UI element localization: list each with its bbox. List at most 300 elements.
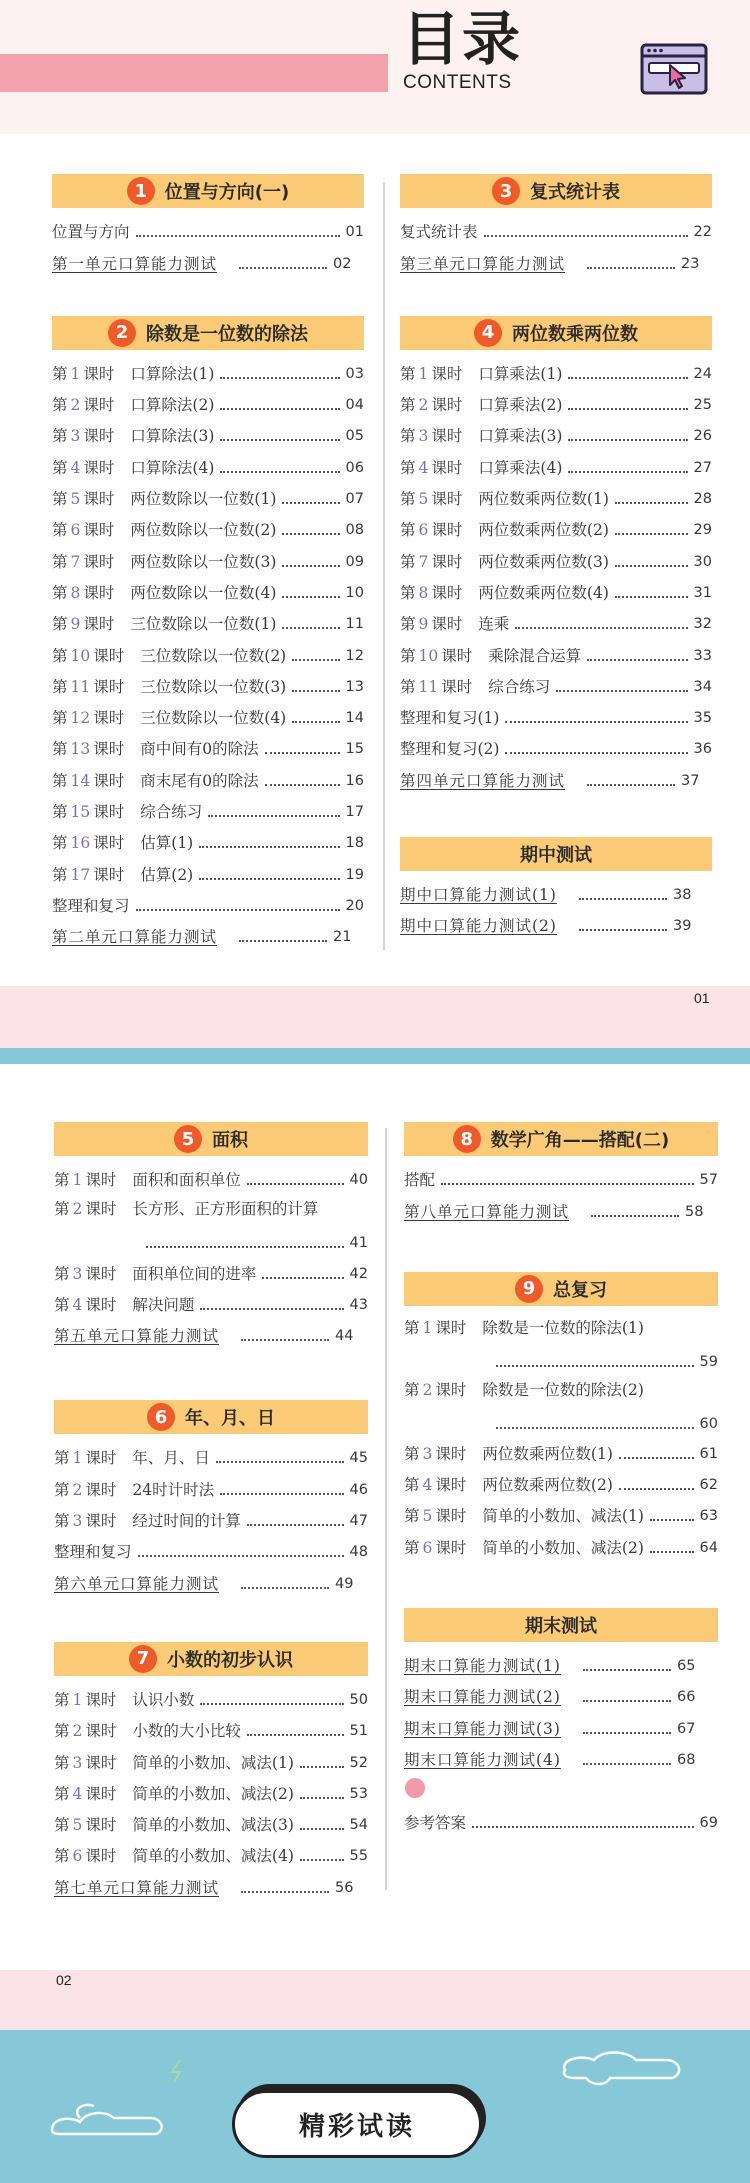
- lesson-number: 3: [70, 427, 81, 446]
- toc-entry[interactable]: [52, 388, 364, 419]
- toc-entry[interactable]: [400, 357, 712, 388]
- toc-column-page2-left: [54, 1122, 368, 1902]
- section-header[interactable]: [52, 316, 364, 350]
- toc-entry[interactable]: [52, 732, 364, 763]
- toc-entry[interactable]: [52, 763, 364, 794]
- lesson-suffix: 课时: [83, 521, 115, 540]
- lesson-suffix: 课时: [435, 1476, 467, 1495]
- toc-entry[interactable]: [404, 1530, 718, 1561]
- section-title: 期末测试: [525, 1615, 597, 1637]
- section-title: 除数是一位数的除法: [146, 323, 308, 345]
- lesson-number: 4: [72, 1295, 83, 1314]
- lesson-prefix: 第: [54, 1480, 70, 1499]
- section-number-badge: 7: [129, 1645, 157, 1673]
- toc-entry[interactable]: [400, 909, 712, 940]
- toc-entry[interactable]: [404, 1313, 718, 1375]
- toc-entry-text: 第五单元口算能力测试: [54, 1327, 220, 1346]
- toc-page-number: 13: [345, 678, 364, 695]
- leader-dots: [208, 815, 339, 817]
- toc-entry[interactable]: [404, 1711, 718, 1742]
- leader-dots: [579, 929, 667, 931]
- toc-entry[interactable]: [54, 1163, 368, 1194]
- toc-entry-text: 24时计时法: [132, 1480, 215, 1499]
- toc-entry-answers[interactable]: [404, 1806, 718, 1837]
- toc-entry[interactable]: [404, 1468, 718, 1499]
- toc-entry-list: [54, 1683, 368, 1902]
- toc-page-number: 19: [345, 866, 364, 883]
- toc-entry[interactable]: [52, 357, 364, 388]
- toc-entry-text: 两位数乘两位数(1): [478, 490, 609, 509]
- lesson-number: 12: [70, 709, 91, 728]
- lesson-number: 5: [422, 1507, 433, 1526]
- toc-entry[interactable]: [400, 513, 712, 544]
- section-header[interactable]: [54, 1642, 368, 1676]
- toc-entry[interactable]: [54, 1472, 368, 1503]
- leader-dots: [199, 846, 339, 848]
- toc-entry[interactable]: [54, 1535, 368, 1566]
- toc-entry[interactable]: [54, 1566, 368, 1597]
- section-number-badge: 1: [127, 177, 155, 205]
- lesson-label: [400, 489, 462, 509]
- leader-dots: [239, 940, 327, 942]
- toc-page-number: 04: [345, 397, 364, 414]
- lesson-suffix: 课时: [441, 646, 473, 665]
- lesson-number: 4: [422, 1476, 433, 1495]
- toc-entry[interactable]: [400, 388, 712, 419]
- toc-entry[interactable]: [400, 607, 712, 638]
- toc-entry[interactable]: [54, 1714, 368, 1745]
- section-header[interactable]: [400, 316, 712, 350]
- lesson-suffix: 课时: [83, 552, 115, 571]
- toc-page-number: 57: [699, 1172, 718, 1189]
- toc-entry-text: 两位数乘两位数(2): [478, 521, 609, 540]
- leader-dots: [579, 898, 667, 900]
- toc-entry-text: 整理和复习: [54, 1543, 132, 1562]
- toc-entry[interactable]: [54, 1256, 368, 1287]
- lesson-suffix: 课时: [435, 1507, 467, 1526]
- toc-page-number: 09: [345, 553, 364, 570]
- leader-dots: [247, 1734, 344, 1736]
- lesson-suffix: 课时: [431, 583, 463, 602]
- section-title: 位置与方向(一): [164, 182, 290, 203]
- lesson-label: [52, 646, 124, 666]
- leader-dots: [619, 1457, 694, 1459]
- leader-dots: [200, 1703, 343, 1705]
- lesson-number: 1: [72, 1449, 83, 1468]
- toc-entry-text: 乘除混合运算: [488, 646, 582, 665]
- toc-entry[interactable]: [52, 419, 364, 450]
- section-header[interactable]: [404, 1272, 718, 1306]
- lesson-prefix: 第: [54, 1264, 70, 1283]
- leader-dots: [136, 235, 340, 237]
- toc-entry[interactable]: [400, 419, 712, 450]
- toc-entry[interactable]: [52, 246, 364, 277]
- lesson-label: [52, 739, 124, 759]
- lesson-suffix: 课时: [85, 1722, 117, 1741]
- toc-entry[interactable]: [54, 1808, 368, 1839]
- leader-dots: [300, 1828, 344, 1830]
- lesson-number: 16: [70, 834, 91, 853]
- lesson-prefix: 第: [52, 552, 68, 571]
- lesson-prefix: 第: [52, 521, 68, 540]
- toc-page-number: 17: [345, 804, 364, 821]
- toc-entry[interactable]: [400, 878, 712, 909]
- toc-entry-text: 位置与方向: [52, 223, 130, 242]
- toc-entry[interactable]: [52, 670, 364, 701]
- lesson-label: [400, 646, 472, 666]
- toc-entry[interactable]: [52, 544, 364, 575]
- leader-dots: [496, 1365, 694, 1367]
- lesson-number: 3: [418, 427, 429, 446]
- lesson-number: 4: [70, 458, 81, 477]
- toc-page-number: 25: [693, 397, 712, 414]
- lesson-number: 1: [418, 364, 429, 383]
- toc-entry[interactable]: [54, 1288, 368, 1319]
- toc-page-number: 15: [345, 741, 364, 758]
- lesson-number: 9: [418, 615, 429, 634]
- toc-entry[interactable]: [400, 215, 712, 246]
- lesson-label: [52, 833, 124, 853]
- leader-dots: [220, 439, 339, 441]
- lesson-label: [400, 458, 462, 478]
- leader-dots: [146, 1246, 344, 1248]
- lesson-number: 8: [70, 583, 81, 602]
- lesson-prefix: 第: [54, 1171, 70, 1190]
- lesson-prefix: 第: [400, 677, 416, 696]
- lesson-prefix: 第: [52, 740, 68, 759]
- toc-section: [404, 1272, 718, 1562]
- lesson-suffix: 课时: [85, 1480, 117, 1499]
- lesson-number: 6: [422, 1538, 433, 1557]
- toc-page-number: 26: [693, 428, 712, 445]
- section-header[interactable]: [52, 174, 364, 208]
- toc-page-number: 59: [699, 1353, 718, 1370]
- toc-entry[interactable]: [52, 638, 364, 669]
- leader-dots: [300, 1797, 344, 1799]
- lesson-prefix: 第: [400, 615, 416, 634]
- lesson-suffix: 课时: [93, 740, 125, 759]
- toc-entry-text: 三位数除以一位数(4): [140, 709, 287, 728]
- lesson-suffix: 课时: [93, 646, 125, 665]
- toc-section: [404, 1122, 718, 1226]
- lesson-label: [54, 1480, 116, 1500]
- lesson-suffix: 课时: [431, 364, 463, 383]
- leader-dots: [282, 533, 339, 535]
- lesson-prefix: 第: [400, 552, 416, 571]
- lesson-prefix: 第: [52, 583, 68, 602]
- page-separator: [0, 1048, 750, 1064]
- leader-dots: [496, 1427, 694, 1429]
- lesson-label: [54, 1511, 116, 1531]
- toc-entry[interactable]: [52, 857, 364, 888]
- toc-column-page1-right: [400, 174, 712, 940]
- lesson-number: 1: [72, 1690, 83, 1709]
- lesson-number: 6: [418, 521, 429, 540]
- toc-entry[interactable]: [404, 1649, 718, 1680]
- toc-page-number: 45: [349, 1450, 368, 1467]
- toc-page-number: 60: [699, 1415, 718, 1432]
- toc-page-number: 55: [349, 1848, 368, 1865]
- lesson-prefix: 第: [404, 1476, 420, 1495]
- lesson-prefix: 第: [52, 646, 68, 665]
- toc-page-number: 01: [345, 224, 364, 241]
- toc-entry[interactable]: [404, 1194, 718, 1225]
- toc-entry-text: 口算除法(4): [130, 458, 215, 477]
- toc-entry[interactable]: [54, 1839, 368, 1870]
- lesson-number: 5: [418, 490, 429, 509]
- leader-dots: [568, 377, 687, 379]
- lesson-number: 2: [70, 396, 81, 415]
- lesson-suffix: 课时: [431, 396, 463, 415]
- toc-entry-text: 参考答案: [404, 1814, 467, 1833]
- lesson-number: 4: [418, 458, 429, 477]
- toc-page-number: 10: [345, 584, 364, 601]
- toc-entry-text: 口算乘法(2): [478, 396, 563, 415]
- toc-entry[interactable]: [400, 763, 712, 794]
- lesson-prefix: 第: [52, 803, 68, 822]
- lesson-label: [54, 1846, 116, 1866]
- page-title: 目录: [402, 5, 523, 73]
- toc-entry-text: 整理和复习: [52, 896, 130, 915]
- toc-entry-text: 期中口算能力测试(1): [400, 886, 557, 905]
- leader-dots: [505, 752, 687, 754]
- toc-section: [400, 316, 712, 795]
- toc-page-number: 67: [676, 1720, 696, 1737]
- toc-section: [400, 174, 712, 278]
- toc-entry[interactable]: [404, 1163, 718, 1194]
- toc-entry[interactable]: [52, 826, 364, 857]
- lesson-number: 10: [70, 646, 91, 665]
- lesson-label: [400, 552, 462, 572]
- toc-page-number: 36: [693, 741, 712, 758]
- toc-entry[interactable]: [52, 482, 364, 513]
- leader-dots: [265, 784, 340, 786]
- toc-entry[interactable]: [52, 607, 364, 638]
- toc-page-number: 06: [345, 459, 364, 476]
- lesson-suffix: 课时: [85, 1512, 117, 1531]
- lesson-label: [54, 1784, 116, 1804]
- lesson-prefix: 第: [404, 1507, 420, 1526]
- toc-entry-text: 期中口算能力测试(2): [400, 917, 557, 936]
- toc-page-number: 20: [345, 897, 364, 914]
- section-header[interactable]: [400, 174, 712, 208]
- lesson-label: [52, 458, 114, 478]
- leader-dots: [587, 267, 675, 269]
- toc-page-number: 62: [699, 1477, 718, 1494]
- lesson-prefix: 第: [54, 1690, 70, 1709]
- toc-entry[interactable]: [404, 1743, 718, 1774]
- toc-entry[interactable]: [400, 246, 712, 277]
- leader-dots: [292, 690, 339, 692]
- toc-page-number: 27: [693, 459, 712, 476]
- toc-entry-text: 商中间有0的除法: [140, 740, 259, 759]
- section-title: 年、月、日: [185, 1408, 275, 1430]
- toc-entry[interactable]: [400, 544, 712, 575]
- toc-page-number: 31: [693, 584, 712, 601]
- lesson-number: 6: [70, 521, 81, 540]
- toc-entry-list: [52, 215, 364, 278]
- lesson-suffix: 课时: [93, 709, 125, 728]
- leader-dots: [587, 659, 687, 661]
- toc-entry[interactable]: [52, 215, 364, 246]
- lesson-suffix: 课时: [435, 1318, 467, 1337]
- lesson-number: 7: [70, 552, 81, 571]
- toc-page-number: 23: [681, 255, 700, 272]
- lesson-label: [52, 426, 114, 446]
- section-header[interactable]: [54, 1122, 368, 1156]
- toc-entry[interactable]: [54, 1441, 368, 1472]
- toc-entry-text: 两位数乘两位数(1): [482, 1444, 613, 1463]
- toc-entry[interactable]: [404, 1680, 718, 1711]
- section-title: 总复习: [553, 1279, 607, 1301]
- leader-dots: [619, 1488, 694, 1490]
- toc-entry[interactable]: [400, 576, 712, 607]
- toc-page-number: 11: [345, 616, 364, 633]
- lesson-number: 2: [72, 1200, 83, 1219]
- leader-dots: [568, 439, 687, 441]
- lesson-suffix: 课时: [93, 803, 125, 822]
- section-number-badge: 4: [474, 319, 502, 347]
- lesson-number: 9: [70, 615, 81, 634]
- toc-page-number: 48: [349, 1544, 368, 1561]
- section-number-badge: 6: [147, 1403, 175, 1431]
- toc-entry[interactable]: [52, 576, 364, 607]
- toc-entry[interactable]: [400, 482, 712, 513]
- toc-page-number: 54: [349, 1817, 368, 1834]
- lesson-suffix: 课时: [85, 1171, 117, 1190]
- lesson-number: 11: [70, 677, 91, 696]
- lesson-number: 8: [418, 583, 429, 602]
- leader-dots: [650, 1519, 694, 1521]
- lesson-suffix: 课时: [85, 1753, 117, 1772]
- lesson-prefix: 第: [400, 583, 416, 602]
- leader-dots: [300, 1859, 344, 1861]
- toc-entry[interactable]: [54, 1777, 368, 1808]
- browser-cursor-icon: [640, 43, 708, 95]
- section-title: 小数的初步认识: [167, 1649, 293, 1671]
- toc-entry-text: 两位数乘两位数(2): [482, 1476, 613, 1495]
- section-header[interactable]: [404, 1608, 718, 1642]
- lesson-label: [54, 1721, 116, 1741]
- toc-entry[interactable]: [54, 1319, 368, 1350]
- lesson-label: [404, 1318, 466, 1338]
- toc-entry[interactable]: [54, 1683, 368, 1714]
- toc-entry-text: 经过时间的计算: [132, 1512, 241, 1531]
- toc-entry-text: 口算除法(3): [130, 427, 215, 446]
- leader-dots: [220, 408, 339, 410]
- toc-entry[interactable]: [52, 889, 364, 920]
- lesson-prefix: 第: [52, 677, 68, 696]
- toc-entry-text: 简单的小数加、减法(1): [482, 1507, 644, 1526]
- lesson-prefix: 第: [52, 865, 68, 884]
- toc-entry[interactable]: [400, 638, 712, 669]
- column-divider: [385, 1128, 387, 1890]
- toc-entry[interactable]: [52, 920, 364, 951]
- toc-entry[interactable]: [52, 450, 364, 481]
- lesson-label: [404, 1444, 466, 1464]
- toc-page-number: 50: [349, 1691, 368, 1708]
- lesson-prefix: 第: [404, 1538, 420, 1557]
- lesson-number: 17: [70, 865, 91, 884]
- toc-entry[interactable]: [54, 1745, 368, 1776]
- lesson-number: 4: [72, 1784, 83, 1803]
- toc-page-number: 44: [335, 1328, 354, 1345]
- toc-page-number: 05: [345, 428, 364, 445]
- toc-entry[interactable]: [54, 1870, 368, 1901]
- section-header[interactable]: [54, 1400, 368, 1434]
- lesson-prefix: 第: [54, 1200, 70, 1219]
- leader-dots: [650, 1551, 694, 1553]
- leader-dots: [136, 909, 340, 911]
- lesson-label: [54, 1170, 116, 1190]
- lesson-suffix: 课时: [83, 364, 115, 383]
- toc-entry-text: 口算乘法(1): [478, 364, 563, 383]
- toc-entry[interactable]: [400, 450, 712, 481]
- toc-entry[interactable]: [404, 1499, 718, 1530]
- toc-entry-text: 期末口算能力测试(2): [404, 1688, 561, 1707]
- toc-entry-text: 复式统计表: [400, 223, 478, 242]
- leader-dots: [239, 267, 327, 269]
- lesson-number: 5: [70, 490, 81, 509]
- toc-entry[interactable]: [404, 1375, 718, 1437]
- toc-entry[interactable]: [400, 701, 712, 732]
- toc-entry[interactable]: [400, 732, 712, 763]
- header-accent-bar: [0, 54, 388, 92]
- lesson-suffix: 课时: [435, 1538, 467, 1557]
- toc-section: [400, 837, 712, 941]
- toc-entry-text: 两位数除以一位数(3): [130, 552, 277, 571]
- toc-entry[interactable]: [52, 513, 364, 544]
- section-header[interactable]: [400, 837, 712, 871]
- preview-button[interactable]: 精彩试读: [232, 2090, 482, 2158]
- toc-entry[interactable]: [52, 701, 364, 732]
- toc-entry-text: 连乘: [478, 615, 510, 634]
- leader-dots: [220, 471, 339, 473]
- toc-page-number: 61: [699, 1445, 718, 1462]
- lesson-suffix: 课时: [431, 427, 463, 446]
- section-header[interactable]: [404, 1122, 718, 1156]
- lesson-label: [400, 520, 462, 540]
- leader-dots: [282, 627, 339, 629]
- toc-entry-text: 认识小数: [132, 1690, 195, 1709]
- lesson-suffix: 课时: [431, 458, 463, 477]
- toc-entry[interactable]: [404, 1437, 718, 1468]
- lesson-suffix: 课时: [85, 1264, 117, 1283]
- toc-entry-text: 两位数乘两位数(4): [478, 583, 609, 602]
- lesson-suffix: 课时: [85, 1449, 117, 1468]
- toc-entry[interactable]: [54, 1194, 368, 1256]
- section-number-badge: 3: [492, 177, 520, 205]
- toc-entry-text: 简单的小数加、减法(3): [132, 1816, 294, 1835]
- toc-entry[interactable]: [52, 795, 364, 826]
- toc-entry-text: 搭配: [404, 1171, 436, 1190]
- toc-entry[interactable]: [400, 670, 712, 701]
- lesson-label: [54, 1295, 116, 1315]
- toc-entry-list: [400, 357, 712, 795]
- lesson-number: 2: [418, 396, 429, 415]
- lesson-suffix: 课时: [85, 1295, 117, 1314]
- toc-page-number: 49: [335, 1575, 354, 1592]
- lesson-prefix: 第: [52, 427, 68, 446]
- toc-entry[interactable]: [54, 1504, 368, 1535]
- toc-page-number: 39: [672, 918, 692, 935]
- lesson-prefix: 第: [404, 1318, 420, 1337]
- toc-page-number: 30: [693, 553, 712, 570]
- leader-dots: [583, 1700, 671, 1702]
- lesson-suffix: 课时: [441, 677, 473, 696]
- lesson-prefix: 第: [400, 646, 416, 665]
- leader-dots: [615, 502, 688, 504]
